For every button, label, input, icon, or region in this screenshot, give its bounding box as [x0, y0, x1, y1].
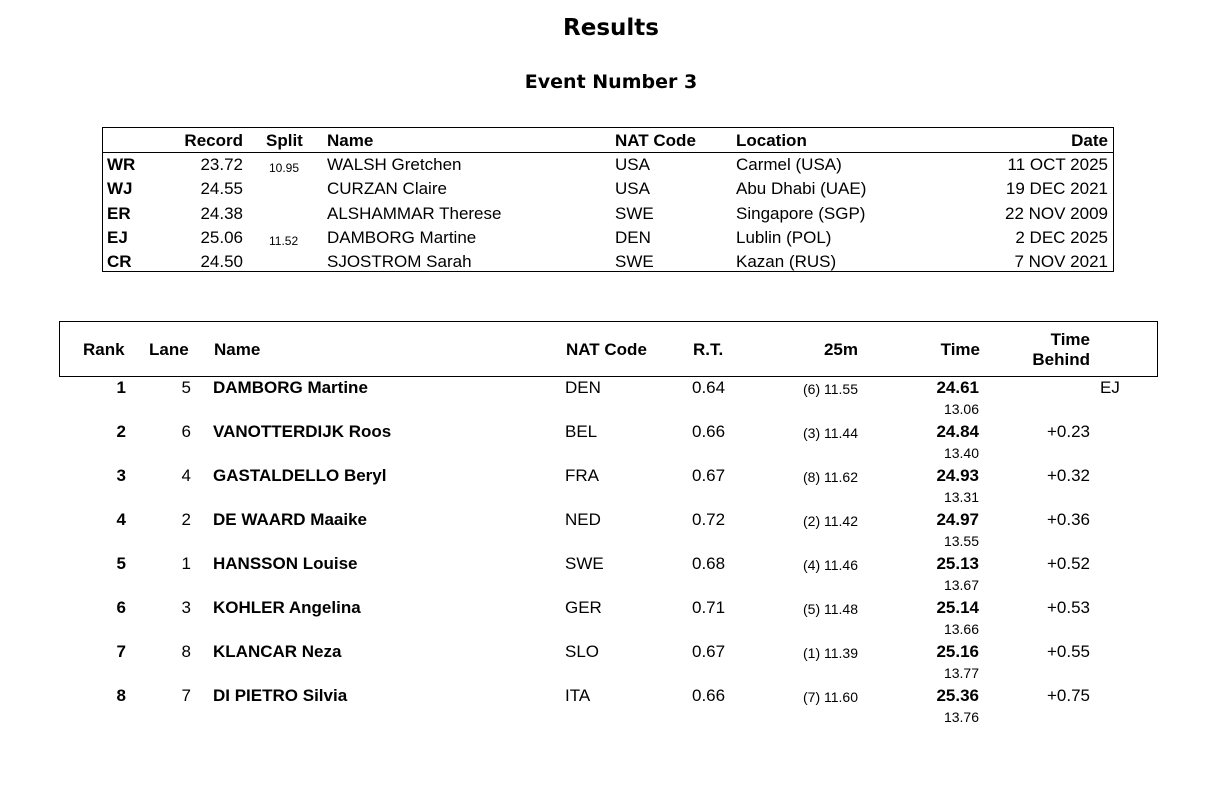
- result-swimmer-name: KOHLER Angelina: [213, 598, 361, 617]
- results-header-rt: R.T.: [693, 340, 724, 359]
- result-lane: 5: [181, 378, 191, 397]
- event-title: Event Number 3: [524, 71, 698, 93]
- result-25m-split: (7) 11.60: [803, 689, 858, 705]
- results-header-nat: NAT Code: [566, 340, 647, 359]
- result-second-split: 13.77: [943, 665, 979, 681]
- record-holder-name: WALSH Gretchen: [327, 155, 462, 174]
- result-nat-code: GER: [565, 598, 602, 617]
- result-reaction-time: 0.64: [692, 378, 726, 397]
- result-rank: 4: [116, 510, 126, 529]
- records-table: [102, 127, 1114, 272]
- record-location: Carmel (USA): [736, 155, 842, 174]
- result-nat-code: ITA: [565, 686, 591, 705]
- record-split: 11.52: [269, 233, 299, 248]
- result-lane: 1: [181, 554, 191, 573]
- record-date: 22 NOV 2009: [1004, 203, 1108, 223]
- results-header-25m: 25m: [823, 340, 858, 359]
- result-swimmer-name: HANSSON Louise: [213, 554, 358, 573]
- result-second-split: 13.67: [943, 577, 979, 593]
- result-reaction-time: 0.67: [692, 466, 726, 485]
- result-nat-code: SLO: [565, 642, 600, 661]
- record-code: EJ: [107, 227, 128, 247]
- result-second-split: 13.76: [943, 709, 979, 725]
- result-25m-split: (6) 11.55: [803, 381, 858, 397]
- record-code: WJ: [107, 179, 133, 199]
- record-code: WR: [107, 155, 136, 174]
- record-date: 7 NOV 2021: [1014, 252, 1108, 272]
- result-lane: 2: [181, 510, 191, 529]
- result-time-behind: +0.53: [1046, 598, 1090, 617]
- result-reaction-time: 0.68: [692, 554, 726, 573]
- record-time: 24.38: [200, 203, 243, 223]
- results-header-time-behind-1: Time: [1050, 330, 1090, 349]
- result-lane: 4: [181, 466, 191, 485]
- result-reaction-time: 0.71: [692, 598, 726, 617]
- results-header-time: Time: [940, 340, 980, 359]
- result-second-split: 13.66: [943, 621, 979, 637]
- record-date: 11 OCT 2025: [1007, 155, 1108, 174]
- result-swimmer-name: DI PIETRO Silvia: [213, 686, 348, 705]
- result-reaction-time: 0.66: [692, 422, 726, 441]
- result-rank: 1: [116, 378, 126, 397]
- result-reaction-time: 0.66: [692, 686, 726, 705]
- record-date: 2 DEC 2025: [1015, 227, 1108, 247]
- result-second-split: 13.31: [943, 489, 979, 505]
- result-swimmer-name: KLANCAR Neza: [213, 642, 342, 661]
- result-final-time: 24.84: [936, 422, 979, 441]
- record-time: 24.55: [200, 179, 243, 199]
- result-second-split: 13.40: [943, 445, 979, 461]
- record-nat-code: SWE: [615, 203, 654, 223]
- result-final-time: 25.36: [936, 686, 979, 705]
- result-final-time: 24.97: [936, 510, 979, 529]
- result-swimmer-name: DAMBORG Martine: [213, 378, 368, 397]
- result-time-behind: +0.32: [1046, 466, 1090, 485]
- result-rank: 8: [116, 686, 126, 705]
- result-rank: 5: [116, 554, 126, 573]
- page-title: Results: [563, 15, 659, 41]
- record-time: 25.06: [200, 227, 243, 247]
- record-code: ER: [107, 203, 131, 223]
- result-rank: 2: [116, 422, 126, 441]
- records-header-split: Split: [266, 131, 303, 150]
- result-25m-split: (1) 11.39: [803, 645, 858, 661]
- result-lane: 6: [181, 422, 191, 441]
- record-holder-name: ALSHAMMAR Therese: [327, 203, 502, 223]
- result-reaction-time: 0.72: [692, 510, 726, 529]
- record-location: Singapore (SGP): [736, 203, 866, 223]
- result-final-time: 24.61: [936, 378, 979, 397]
- record-code: CR: [107, 252, 132, 272]
- result-swimmer-name: VANOTTERDIJK Roos: [213, 422, 392, 441]
- result-reaction-time: 0.67: [692, 642, 726, 661]
- records-header-nat: NAT Code: [615, 131, 696, 150]
- record-location: Abu Dhabi (UAE): [736, 179, 867, 199]
- record-nat-code: USA: [615, 179, 650, 199]
- result-25m-split: (3) 11.44: [803, 425, 858, 441]
- result-final-time: 25.13: [936, 554, 979, 573]
- results-header-name: Name: [214, 340, 261, 359]
- records-header-divider: [103, 152, 1113, 153]
- result-final-time: 25.16: [936, 642, 979, 661]
- record-holder-name: CURZAN Claire: [327, 179, 447, 199]
- results-header-rank: Rank: [83, 340, 125, 359]
- result-time-behind: +0.75: [1046, 686, 1090, 705]
- record-holder-name: DAMBORG Martine: [327, 227, 477, 247]
- results-header-lane: Lane: [149, 340, 189, 359]
- results-header: [59, 321, 1158, 377]
- result-rank: 6: [116, 598, 126, 617]
- record-nat-code: SWE: [615, 252, 654, 272]
- results-header-time-behind-2: Behind: [1032, 350, 1090, 369]
- result-time-behind: +0.23: [1046, 422, 1090, 441]
- record-time: 24.50: [200, 252, 243, 272]
- result-nat-code: FRA: [565, 466, 599, 485]
- result-nat-code: BEL: [565, 422, 598, 441]
- record-holder-name: SJOSTROM Sarah: [327, 252, 472, 272]
- result-rank: 7: [116, 642, 126, 661]
- record-date: 19 DEC 2021: [1005, 179, 1108, 199]
- result-nat-code: SWE: [565, 554, 604, 573]
- result-nat-code: DEN: [565, 378, 601, 397]
- result-final-time: 24.93: [936, 466, 979, 485]
- result-second-split: 13.55: [943, 533, 979, 549]
- records-header-location: Location: [736, 131, 807, 150]
- result-25m-split: (8) 11.62: [803, 469, 858, 485]
- record-nat-code: USA: [615, 155, 650, 174]
- records-header-record: Record: [184, 131, 243, 150]
- records-header-name: Name: [327, 131, 374, 150]
- result-lane: 7: [181, 686, 191, 705]
- record-location: Lublin (POL): [736, 227, 832, 247]
- result-final-time: 25.14: [936, 598, 979, 617]
- result-record-badge: EJ: [1100, 378, 1120, 397]
- result-rank: 3: [116, 466, 126, 485]
- result-time-behind: +0.55: [1046, 642, 1090, 661]
- record-nat-code: DEN: [615, 227, 651, 247]
- records-header-date: Date: [1071, 131, 1108, 150]
- result-lane: 3: [181, 598, 191, 617]
- record-time: 23.72: [200, 155, 243, 174]
- result-25m-split: (5) 11.48: [803, 601, 858, 617]
- result-lane: 8: [181, 642, 191, 661]
- result-swimmer-name: GASTALDELLO Beryl: [213, 466, 387, 485]
- result-nat-code: NED: [565, 510, 601, 529]
- result-time-behind: +0.52: [1046, 554, 1090, 573]
- result-time-behind: +0.36: [1046, 510, 1090, 529]
- result-swimmer-name: DE WAARD Maaike: [213, 510, 367, 529]
- result-25m-split: (2) 11.42: [803, 513, 858, 529]
- record-split: 10.95: [269, 161, 300, 175]
- result-second-split: 13.06: [943, 401, 979, 417]
- result-25m-split: (4) 11.46: [803, 557, 858, 573]
- record-location: Kazan (RUS): [736, 252, 837, 272]
